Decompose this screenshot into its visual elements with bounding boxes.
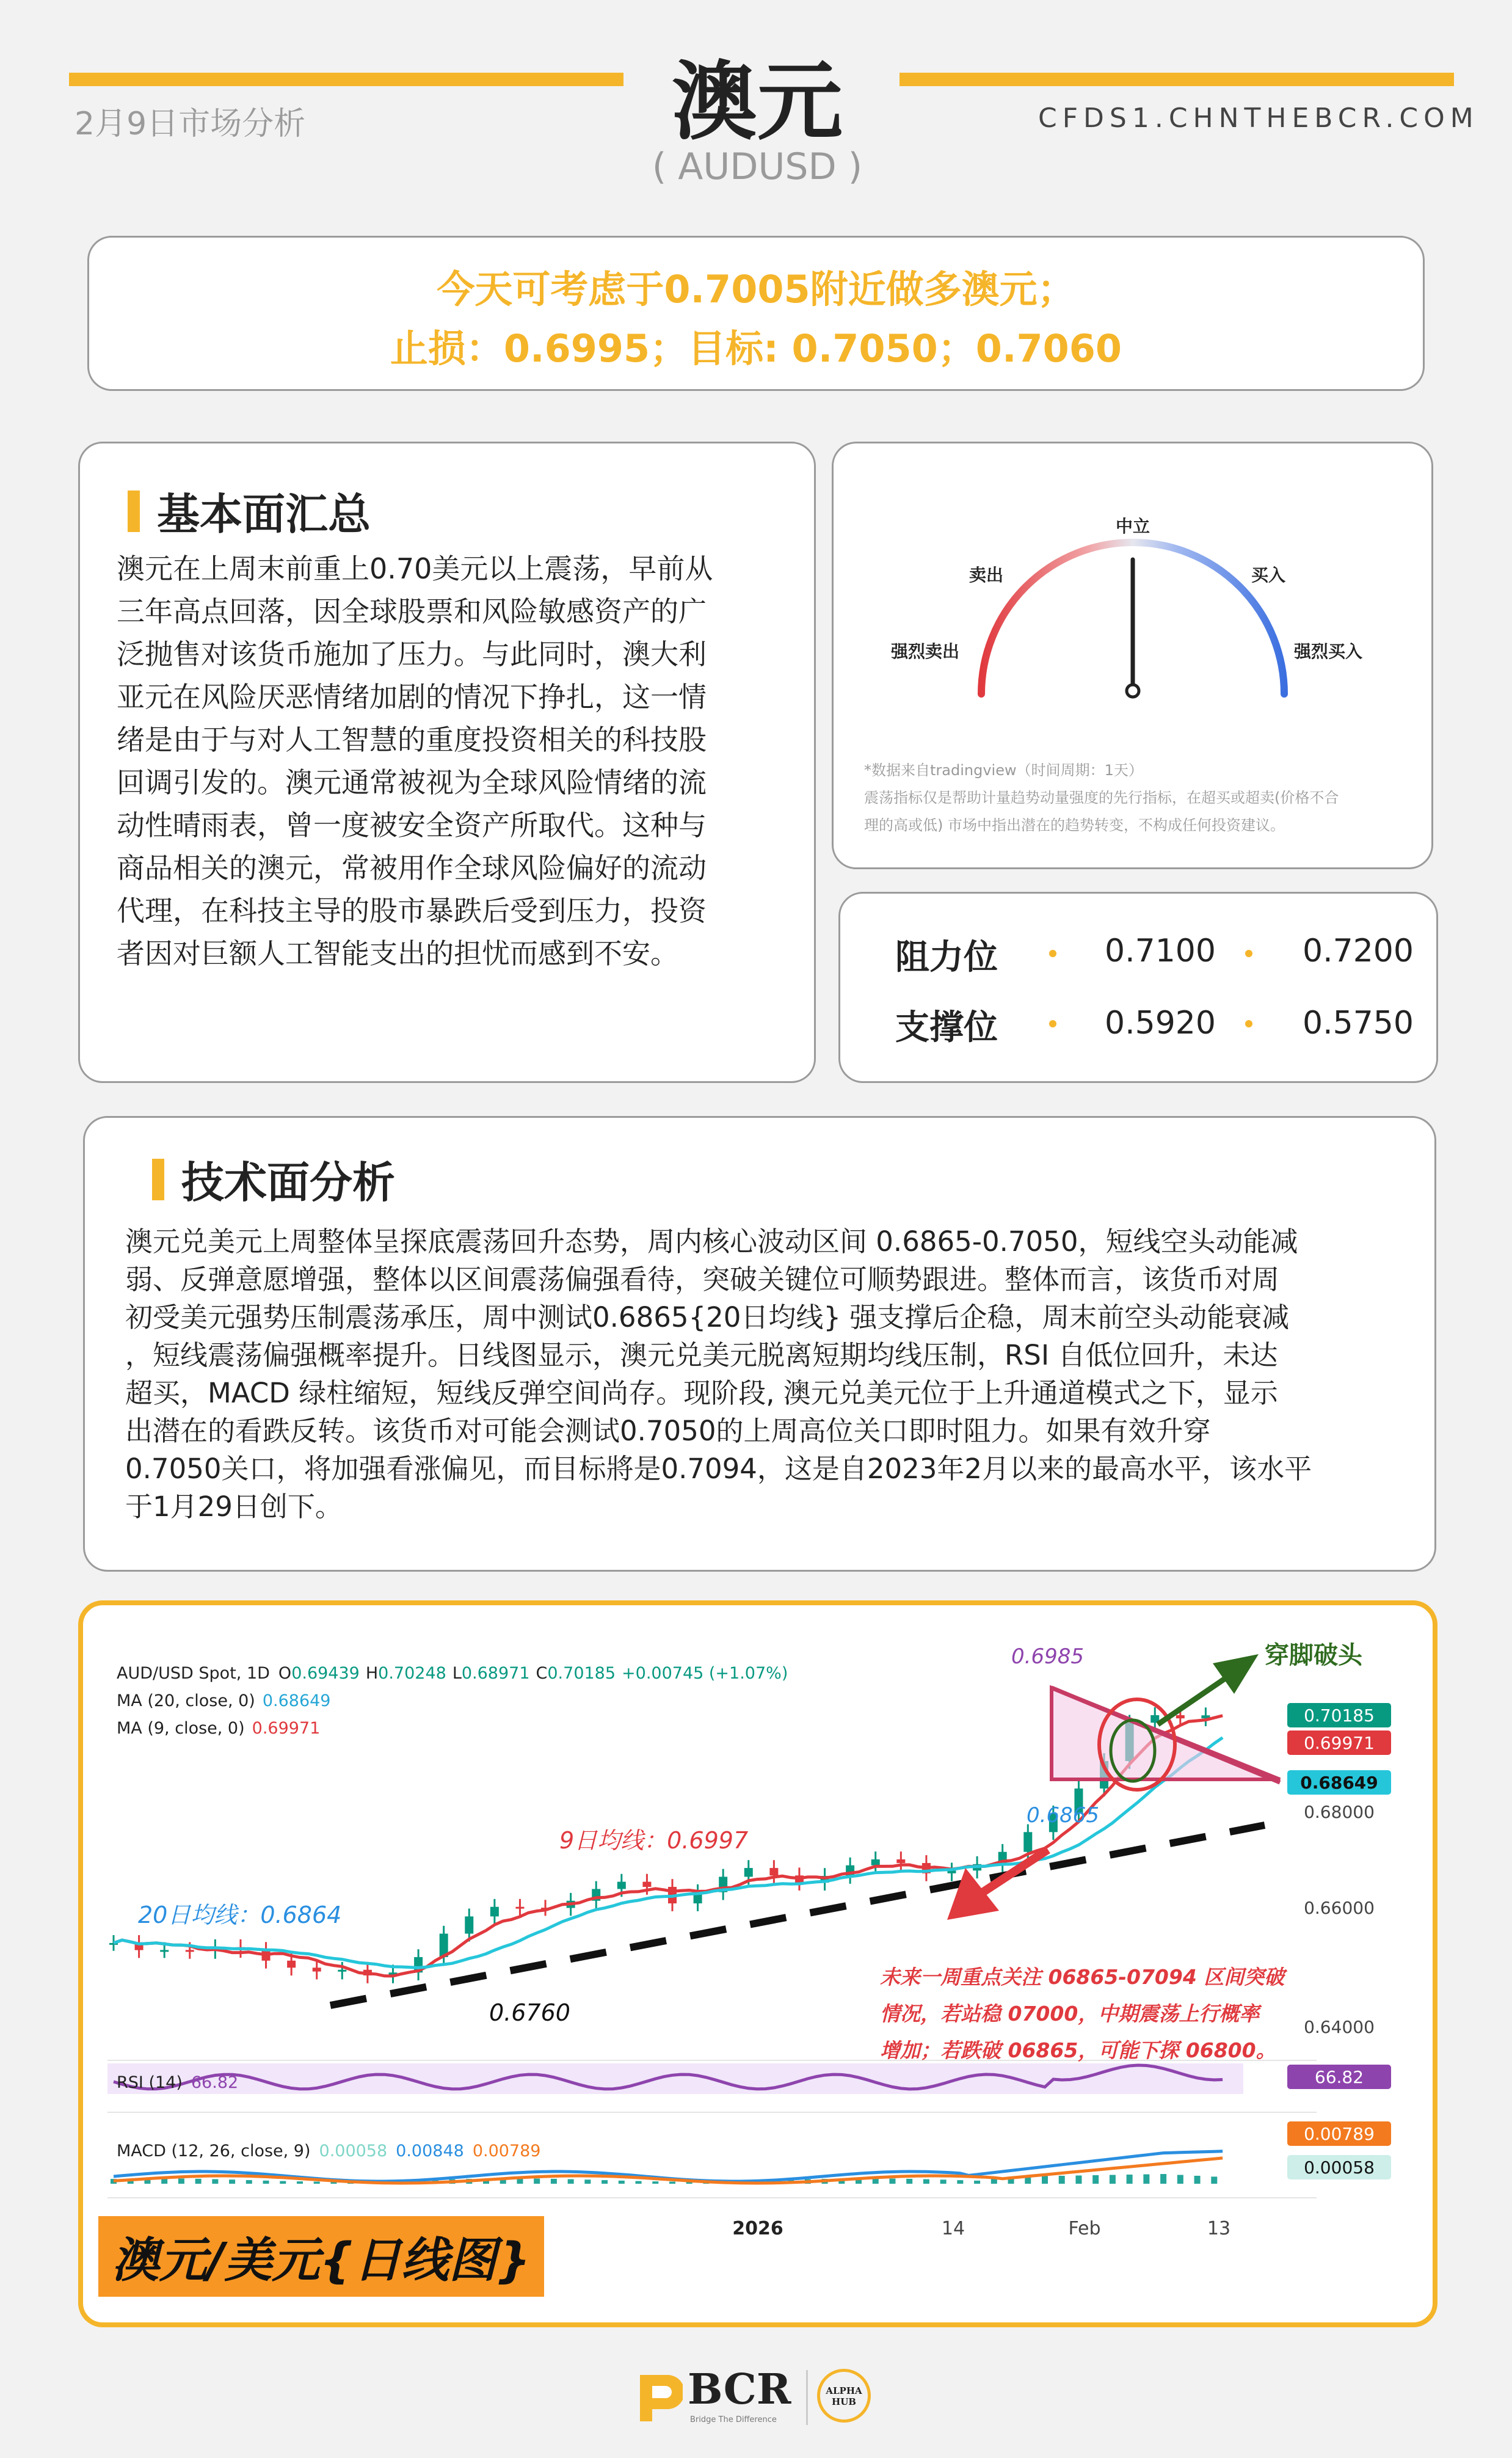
ann-focus-2: 情况，若站稳 07000，中期震荡上行概率 bbox=[880, 2002, 1260, 2026]
candle-body bbox=[769, 1868, 778, 1875]
tech-line: 0.7050关口，将加强看涨偏见，而目标將是0.7094，这是自2023年2月以来的最高水平，该水平 bbox=[125, 1453, 1312, 1485]
ann-high: 0.6985 bbox=[1011, 1644, 1084, 1669]
heading-marker bbox=[128, 491, 140, 532]
ann-support: 0.6760 bbox=[489, 1999, 570, 2026]
fundamentals-title: 基本面汇总 bbox=[157, 489, 371, 539]
macd-bar bbox=[669, 2182, 675, 2184]
macd-bar bbox=[602, 2180, 608, 2184]
resistance-label: 阻力位 bbox=[895, 938, 998, 977]
strategy-line-2: 止损：0.6995；目标: 0.7050；0.7060 bbox=[390, 326, 1122, 371]
fund-line: 回调引发的。澳元通常被视为全球风险情绪的流 bbox=[117, 766, 707, 799]
support-label: 支撑位 bbox=[895, 1008, 998, 1048]
chart-card bbox=[78, 1600, 1437, 2327]
fund-line: 者因对巨额人工智能支出的担忧而感到不安。 bbox=[117, 937, 678, 970]
x-label: 2026 bbox=[732, 2218, 783, 2239]
technical-text bbox=[125, 1223, 1408, 1526]
legend-h: 0.70248 bbox=[378, 1664, 446, 1683]
tech-line: 于1月29日创下。 bbox=[125, 1490, 343, 1523]
candle-body bbox=[617, 1882, 626, 1889]
candle-body bbox=[287, 1961, 296, 1968]
ma9-label: MA (9, close, 0) bbox=[117, 1719, 245, 1738]
svg-text:MA (9, close, 0)0.69971 bbox=[117, 1719, 320, 1738]
macd-v3: 0.00789 bbox=[472, 2142, 541, 2161]
macd-label: MACD (12, 26, close, 9) bbox=[117, 2142, 311, 2161]
gauge-card bbox=[832, 442, 1433, 869]
site-url: CFDS1.CHNTHEBCR.COM bbox=[1038, 103, 1479, 134]
candle-body bbox=[515, 1907, 524, 1909]
tech-line: 初受美元强势压制震荡承压，周中测试0.6865{20日均线} 强支撑后企稳，周末前空头动能衰减 bbox=[125, 1301, 1290, 1333]
macd-bar bbox=[652, 2181, 658, 2184]
fund-line: 商品相关的澳元，常被用作全球风险偏好的流动 bbox=[117, 852, 707, 884]
bullet-dot bbox=[1049, 1020, 1056, 1027]
fund-line: 澳元在上周末前重上0.70美元以上震荡，早前从 bbox=[117, 552, 713, 585]
ma20-value: 0.68649 bbox=[262, 1691, 331, 1710]
date-label: 2月9日市场分析 bbox=[75, 106, 306, 142]
gauge-label-strong-buy: 强烈买入 bbox=[1293, 641, 1363, 662]
rsi-value: 66.82 bbox=[191, 2073, 239, 2092]
technical-card bbox=[83, 1116, 1436, 1572]
x-label: Feb bbox=[1068, 2218, 1101, 2239]
fund-line: 三年高点回落，因全球股票和风险敏感资产的广 bbox=[117, 595, 707, 628]
macd-bar bbox=[568, 2179, 574, 2184]
macd-bar bbox=[940, 2179, 947, 2184]
page-subtitle: ( AUDUSD ) bbox=[652, 145, 863, 188]
fundamentals-card bbox=[78, 442, 816, 1083]
strategy-line-1: 今天可考虑于0.7005附近做多澳元； bbox=[437, 267, 1075, 312]
legend-o-label: O bbox=[278, 1664, 292, 1683]
legend-l: 0.68971 bbox=[461, 1664, 530, 1683]
gauge-label-sell: 卖出 bbox=[969, 565, 1004, 585]
audusd-chart bbox=[83, 1605, 1433, 2322]
legend-l-label: L bbox=[452, 1664, 462, 1683]
technical-title: 技术面分析 bbox=[181, 1158, 395, 1208]
macd-bar bbox=[584, 2179, 591, 2184]
axis-label: 0.64000 bbox=[1304, 2017, 1375, 2037]
macd-bar bbox=[1211, 2176, 1217, 2184]
rsi-tag: 66.82 bbox=[1314, 2067, 1364, 2087]
ma9-tag: 0.69971 bbox=[1304, 1733, 1375, 1753]
macd-bar bbox=[1177, 2175, 1183, 2184]
x-label: 14 bbox=[941, 2218, 965, 2239]
legend-symbol: AUD/USD Spot, 1D bbox=[117, 1664, 270, 1683]
signal-line bbox=[114, 2158, 1223, 2183]
legend-change: +0.00745 (+1.07%) bbox=[622, 1664, 788, 1683]
fund-line: 绪是由于与对人工智慧的重度投资相关的科技股 bbox=[117, 723, 707, 756]
svg-text:RSI (14)66.82 bbox=[117, 2073, 238, 2092]
ann-focus-1: 未来一周重点关注 06865-07094 区间突破 bbox=[880, 1965, 1285, 1989]
brand-name: BCR bbox=[688, 2365, 791, 2414]
macd-tag1: 0.00789 bbox=[1304, 2124, 1375, 2144]
legend-c: 0.70185 bbox=[547, 1664, 616, 1683]
tech-line: 弱、反弹意愿增强，整体以区间震荡偏强看待，突破关键位可顺势跟进。整体而言，该货币对周 bbox=[125, 1263, 1280, 1296]
candle-body bbox=[490, 1907, 499, 1917]
legend-h-label: H bbox=[365, 1664, 379, 1683]
bullet-dot bbox=[1245, 950, 1252, 957]
macd-bar bbox=[1160, 2174, 1166, 2184]
macd-bar bbox=[1127, 2175, 1133, 2184]
macd-v1: 0.00058 bbox=[319, 2142, 388, 2161]
ann-breakout: 穿脚破头 bbox=[1265, 1641, 1362, 1669]
legend-c-label: C bbox=[536, 1664, 548, 1683]
macd-bar bbox=[195, 2179, 202, 2184]
axis-label: 0.66000 bbox=[1304, 1898, 1375, 1918]
ann-focus-3: 增加；若跌破 06865，可能下探 06800。 bbox=[880, 2038, 1276, 2062]
hub-line-2: HUB bbox=[832, 2396, 856, 2407]
brand-divider bbox=[806, 2370, 808, 2425]
macd-bar bbox=[280, 2181, 286, 2184]
close-tag: 0.70185 bbox=[1304, 1705, 1375, 1726]
heading-marker bbox=[152, 1159, 164, 1200]
header-bar-left bbox=[69, 73, 623, 86]
gauge-note-2: 震荡指标仅是帮助计量趋势动量强度的先行指标，在超买或超卖(价格不合 bbox=[864, 789, 1339, 806]
chart-caption bbox=[98, 2216, 544, 2297]
macd-bar bbox=[619, 2181, 625, 2184]
gauge-pivot bbox=[1127, 685, 1139, 697]
macd-bar bbox=[246, 2180, 252, 2184]
candle-body bbox=[465, 1916, 473, 1933]
macd-bar bbox=[957, 2180, 963, 2184]
tech-line: 超买，MACD 绿柱缩短，短线反弹空间尚存。现阶段, 澳元兑美元位于上升通道模式之下，显示 bbox=[125, 1377, 1278, 1409]
ann-ma9: 9日均线：0.6997 bbox=[559, 1827, 749, 1854]
candle-body bbox=[313, 1967, 321, 1971]
header-bar-right bbox=[900, 73, 1454, 86]
macd-bar bbox=[1110, 2175, 1116, 2184]
down-arrow-shaft bbox=[981, 1850, 1048, 1894]
fundamentals-heading bbox=[128, 480, 371, 542]
alpha-hub-badge bbox=[817, 2369, 871, 2423]
bullet-dot bbox=[1245, 1020, 1252, 1027]
candle-body bbox=[160, 1950, 169, 1952]
candle-body bbox=[1176, 1715, 1185, 1718]
macd-bar bbox=[889, 2179, 895, 2184]
levels-card bbox=[838, 892, 1438, 1083]
fund-line: 代理，在科技主导的股市暴跌后受到压力，投资 bbox=[117, 894, 707, 927]
support-1: 0.5920 bbox=[1105, 1005, 1216, 1041]
sentiment-gauge bbox=[834, 443, 1435, 712]
macd-bar bbox=[178, 2178, 184, 2184]
ann-low: 0.6865 bbox=[1027, 1803, 1099, 1828]
support-2: 0.5750 bbox=[1303, 1005, 1414, 1041]
candle-body bbox=[744, 1868, 753, 1876]
gauge-label-strong-sell: 强烈卖出 bbox=[890, 641, 960, 662]
chart-caption-text: 澳元/美元{日线图} bbox=[112, 2233, 531, 2288]
macd-bar bbox=[923, 2179, 929, 2184]
fund-line: 亚元在风险厌恶情绪加剧的情况下挣扎，这一情 bbox=[117, 680, 707, 713]
macd-bar bbox=[297, 2181, 303, 2184]
rsi-label: RSI (14) bbox=[117, 2073, 183, 2092]
page-title: 澳元 bbox=[671, 53, 843, 152]
brand-tagline: Bridge The Difference bbox=[690, 2415, 777, 2424]
gauge-label-neutral: 中立 bbox=[1115, 516, 1150, 536]
macd-bar bbox=[314, 2182, 320, 2184]
resistance-2: 0.7200 bbox=[1303, 933, 1414, 969]
x-label: 13 bbox=[1207, 2218, 1231, 2239]
fund-line: 泛抛售对该货币施加了压力。与此同时，澳大利 bbox=[117, 638, 707, 671]
legend-o: 0.69439 bbox=[291, 1664, 360, 1683]
macd-bar bbox=[551, 2179, 557, 2184]
macd-bar bbox=[906, 2179, 912, 2184]
ann-ma20: 20日均线：0.6864 bbox=[138, 1902, 342, 1928]
candle-body bbox=[642, 1882, 651, 1887]
ma20-label: MA (20, close, 0) bbox=[117, 1691, 255, 1710]
macd-bar bbox=[1042, 2176, 1048, 2184]
macd-bar bbox=[212, 2179, 218, 2184]
macd-bar bbox=[1143, 2175, 1149, 2184]
axis-label: 0.68000 bbox=[1304, 1802, 1375, 1822]
fund-line: 动性晴雨表，曾一度被安全资产所取代。这种与 bbox=[117, 809, 707, 842]
macd-bar bbox=[229, 2179, 235, 2184]
macd-bar bbox=[1059, 2176, 1065, 2184]
svg-text:AUD/USD Spot, 1DO0.69439H0.702 bbox=[117, 1664, 788, 1683]
ma9-value: 0.69971 bbox=[252, 1719, 321, 1738]
tech-line: 出潜在的看跌反转。该货币对可能会测试0.7050的上周高位关口即时阻力。如果有效升穿 bbox=[125, 1415, 1211, 1447]
bcr-logo-icon bbox=[634, 2369, 683, 2424]
ma20-tag: 0.68649 bbox=[1300, 1773, 1378, 1793]
macd-bar bbox=[534, 2178, 540, 2184]
resistance-1: 0.7100 bbox=[1105, 933, 1216, 969]
strategy-card bbox=[87, 236, 1425, 391]
technical-heading bbox=[152, 1148, 395, 1210]
macd-bar bbox=[1075, 2175, 1081, 2184]
macd-bar bbox=[263, 2181, 269, 2184]
breakout-arrow-head bbox=[1213, 1654, 1259, 1694]
svg-text:MACD (12, 26, close, 9)0.00058 bbox=[117, 2142, 540, 2161]
gauge-label-buy: 买入 bbox=[1251, 565, 1286, 585]
bullet-dot bbox=[1049, 950, 1056, 957]
hub-line-1: ALPHA bbox=[826, 2385, 862, 2396]
candle-body bbox=[186, 1950, 194, 1952]
gauge-note-1: *数据来自tradingview（时间周期：1天） bbox=[864, 762, 1143, 779]
tech-line: 澳元兑美元上周整体呈探底震荡回升态势，周内核心波动区间 0.6865-0.7050，短线空头动能减 bbox=[125, 1225, 1298, 1258]
macd-bar bbox=[636, 2181, 642, 2184]
tech-line: ，短线震荡偏强概率提升。日线图显示，澳元兑美元脱离短期均线压制，RSI 自低位回升，未达 bbox=[125, 1339, 1278, 1371]
gauge-note-3: 理的高或低) 市场中指出潜在的趋势转变，不构成任何投资建议。 bbox=[864, 817, 1285, 834]
fundamentals-text bbox=[117, 547, 788, 975]
candle-body bbox=[1023, 1832, 1032, 1851]
macd-bar bbox=[1194, 2176, 1201, 2184]
macd-bar bbox=[974, 2181, 980, 2184]
macd-bar bbox=[1092, 2175, 1099, 2184]
footer-logo bbox=[634, 2364, 878, 2431]
candle-body bbox=[871, 1859, 880, 1865]
macd-v2: 0.00848 bbox=[396, 2142, 464, 2161]
candle-body bbox=[896, 1859, 905, 1863]
candle-body bbox=[338, 1970, 346, 1972]
svg-text:MA (20, close, 0)0.68649 bbox=[117, 1691, 330, 1710]
macd-tag2: 0.00058 bbox=[1304, 2157, 1375, 2178]
